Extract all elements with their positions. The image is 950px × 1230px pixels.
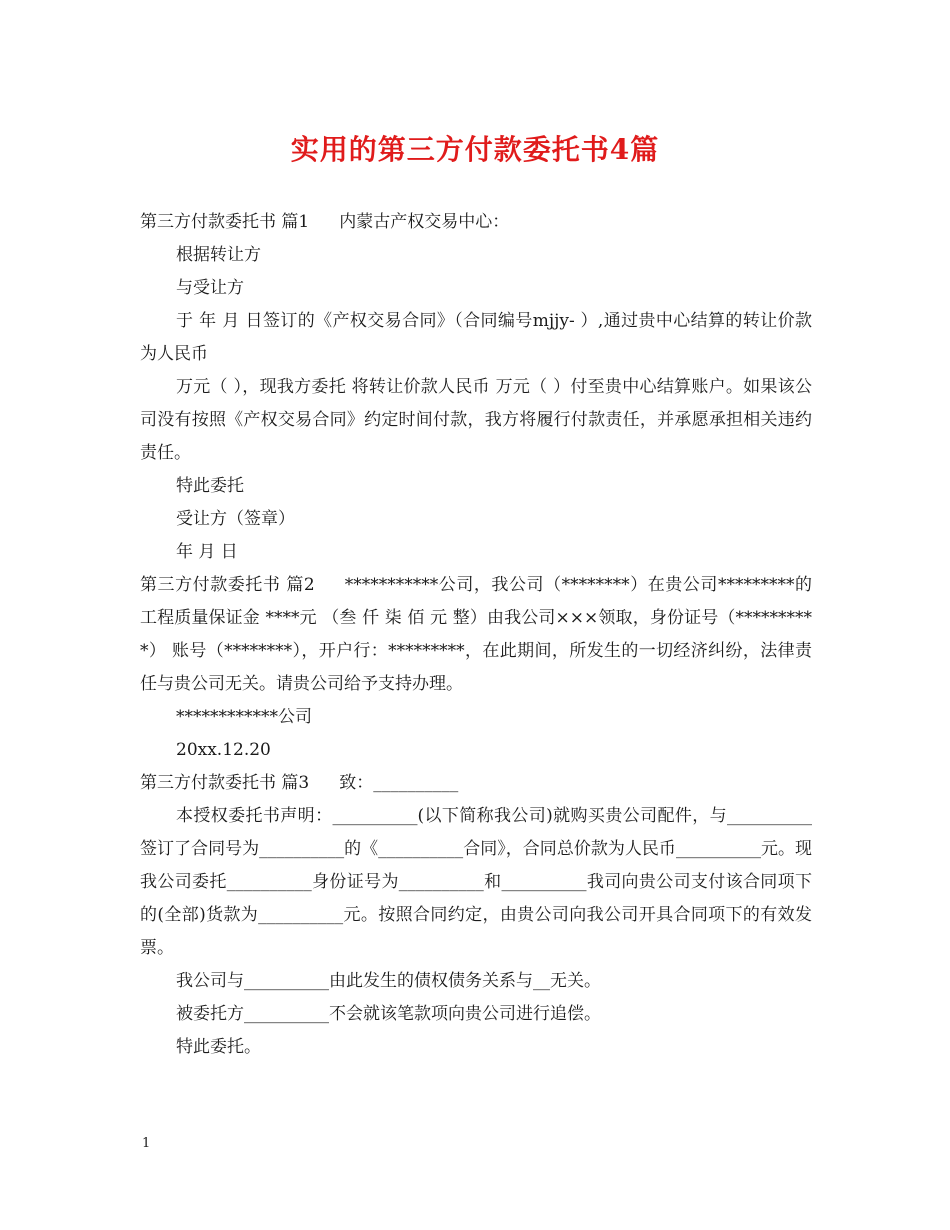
section1-paragraph: 于 年 月 日签订的《产权交易合同》（合同编号mjjy- ）,通过贵中心结算的转让价款为人民币	[140, 311, 812, 364]
section1-paragraph: 万元（ ），现我方委托 将转让价款人民币 万元（ ）付至贵中心结算账户。如果该公司没有按照《产权交易合同》约定时间付款，我方将履行付款责任，并承愿承担相关违约责任。	[140, 377, 812, 463]
document-title: 实用的第三方付款委托书4篇	[290, 133, 660, 166]
section3-paragraph: 被委托方__________不会就该笔款项向贵公司进行追偿。	[176, 1004, 601, 1024]
section2-paragraph: ***********公司，我公司（********）在贵公司*********的工程质量保证金 ****元 （叁 仟 柒 佰 元 整）由我公司×××领取，身份证号（**********） 账号（********），开户行：*********，在此期间，所发生的一切经济纠纷，法律责任与贵公司无关。请贵公司给予支持办理。	[140, 575, 812, 694]
section1-heading-line	[140, 206, 812, 239]
section3-paragraph: 我公司与__________由此发生的债权债务关系与__无关。	[176, 971, 601, 991]
section1-addressee: 内蒙古产权交易中心：	[339, 212, 510, 232]
document-body	[140, 206, 812, 1064]
page-number: 1	[142, 1136, 151, 1151]
section1-heading: 第三方付款委托书 篇1	[140, 212, 310, 232]
section1-paragraph: 根据转让方	[176, 245, 261, 265]
section1-date: 年 月 日	[176, 542, 238, 562]
section3-heading: 第三方付款委托书 篇3	[140, 773, 310, 793]
section2-heading-line	[140, 569, 812, 701]
section2-heading: 第三方付款委托书 篇2	[140, 575, 315, 595]
section3-heading-line	[140, 767, 812, 800]
section1-paragraph: 特此委托	[176, 476, 244, 496]
section3-paragraph: 特此委托。	[176, 1037, 261, 1057]
section3-paragraph: 本授权委托书声明：__________(以下简称我公司)就购买贵公司配件，与__________签订了合同号为__________的《__________合同》，合同总价款为人民币__________元。现我公司委托__________身份证号为__________和__________我司向贵公司支付该合同项下的(全部)货款为__________元。按照合同约定，由贵公司向我公司开具合同项下的有效发票。	[140, 806, 812, 958]
section1-paragraph: 与受让方	[176, 278, 244, 298]
section1-paragraph: 受让方（签章）	[176, 509, 295, 529]
section2-paragraph: ************公司	[176, 707, 312, 727]
section3-to: 致：__________	[339, 773, 459, 793]
section2-date: 20xx.12.20	[176, 740, 271, 760]
